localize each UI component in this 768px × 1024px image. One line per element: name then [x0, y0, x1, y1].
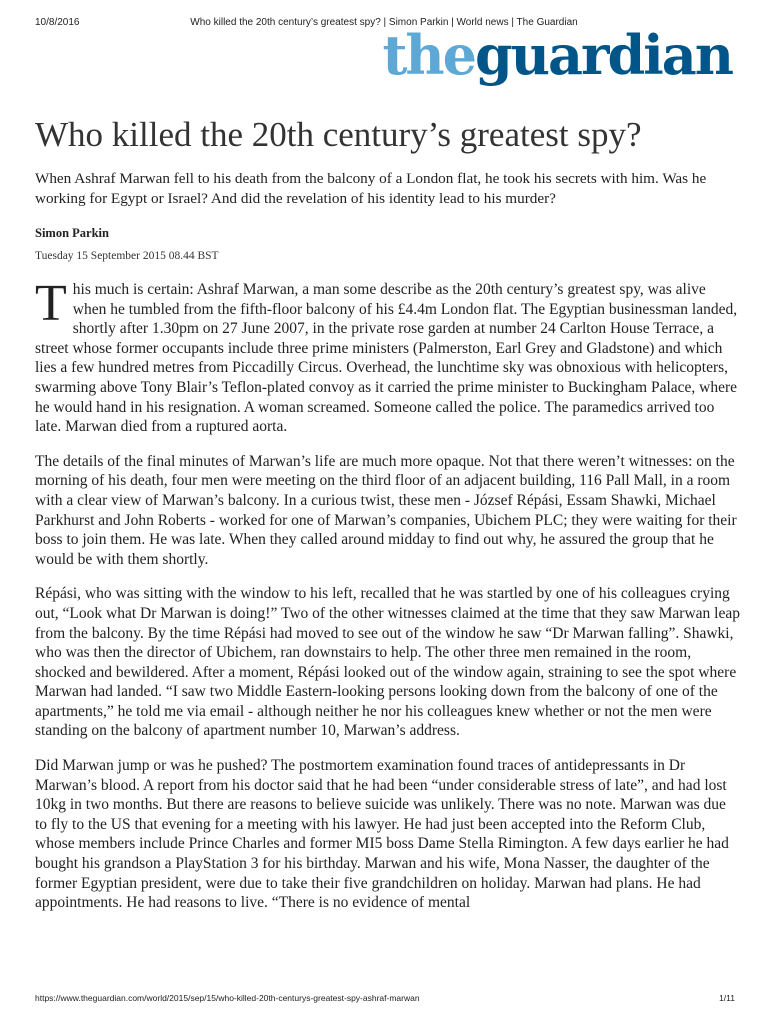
guardian-logo[interactable]: [382, 23, 732, 87]
paragraph-text: his much is certain: Ashraf Marwan, a man some describe as the 20th century’s greatest spy, was alive when he tumbled from the fifth-floor balcony of his £4.4m London flat. The Egyptian businessman landed, shortly after 1.30pm on 27 June 2007, in the private rose garden at number 24 Carlton House Terrace, a street whose former occupants include three prime ministers (Palmerston, Earl Grey and Gladstone) and which lies a few hundred metres from Piccadilly Circus. Overhead, the lunchtime sky was obnoxious with helicopters, swarming above Tony Blair’s Teflon-plated convoy as it carried the prime minister to Buckingham Palace, where he would hand in his resignation. A woman screamed. Someone called the police. The paramedics arrived too late. Marwan died from a ruptured aorta.: [35, 281, 738, 436]
print-date: 10/8/2016: [35, 17, 80, 28]
author-byline[interactable]: Simon Parkin: [35, 226, 109, 240]
publish-date: Tuesday 15 September 2015 08.44 BST: [35, 250, 219, 262]
article-body: [35, 275, 740, 928]
print-page-title: Who killed the 20th century’s greatest spy? | Simon Parkin | World news | The Guardian: [190, 17, 578, 28]
logo-guardian: guardian: [475, 23, 732, 87]
body-paragraph: Répási, who was sitting with the window to his left, recalled that he was startled by one of his colleagues crying out, “Look what Dr Marwan is doing!” Two of the other witnesses claimed at the time that they saw Marwan leap from the balcony. By the time Répási had moved to see out of the window he saw “Dr Marwan falling”. Shawki, who was then the director of Ubichem, ran downstairs to help. The other three men remained in the room, shocked and bewildered. After a moment, Répási looked out of the window again, straining to see the spot where Marwan had landed. “I saw two Middle Eastern-looking persons looking down from the balcony of one of the apartments,” he told me via email - although neither he nor his colleagues knew whether or not the men were standing on the balcony of apartment number 10, Marwan’s address.: [35, 585, 740, 740]
page-number: 1/11: [719, 993, 735, 1003]
logo-the: the: [382, 23, 476, 87]
body-paragraph: The details of the final minutes of Marwan’s life are much more opaque. Not that there weren’t witnesses: on the morning of his death, four men were meeting on the third floor of an adjacent building, 116 Pall Mall, in a room with a clear view of Marwan’s balcony. In a curious twist, these men - József Répási, Essam Shawki, Michael Parkhurst and John Roberts - worked for one of Marwan’s companies, Ubichem PLC; they were waiting for their boss to join them. He was late. When they called around midday to find out why, he assured the group that he would be with them shortly.: [35, 452, 737, 568]
print-url: https://www.theguardian.com/world/2015/sep/15/who-killed-20th-centurys-greatest-spy-ashraf-marwan: [35, 993, 420, 1003]
body-paragraph: [35, 275, 740, 437]
article-headline: Who killed the 20th century’s greatest spy?: [35, 115, 642, 154]
drop-cap: T: [35, 275, 67, 332]
body-paragraph: Did Marwan jump or was he pushed? The postmortem examination found traces of antidepressants in Dr Marwan’s blood. A report from his doctor said that he had been “under considerable stress of late”, and had lost 10kg in two months. But there are reasons to believe suicide was unlikely. There was no note. Marwan was due to fly to the US that evening for a meeting with his lawyer. He had just been accepted into the Reform Club, whose members include Prince Charles and former MI5 boss Dame Stella Rimington. A few days earlier he had bought his grandson a PlayStation 3 for his birthday. Marwan and his wife, Mona Nasser, the daughter of the former Egyptian president, were due to take their five grandchildren on holiday. Marwan had plans. He had appointments. He had reasons to live. “There is no evidence of mental: [35, 757, 729, 912]
article-standfirst: When Ashraf Marwan fell to his death from the balcony of a London flat, he took his secrets with him. Was he working for Egypt or Israel? And did the revelation of his identity lead to his murder?: [35, 170, 707, 207]
